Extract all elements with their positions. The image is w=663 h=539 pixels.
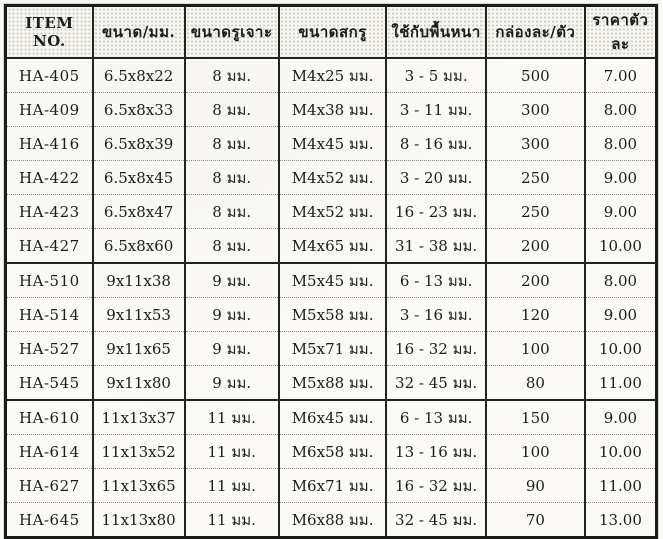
cell-item_no: HA-610 (6, 400, 93, 435)
cell-item_no: HA-510 (6, 263, 93, 298)
cell-drill_size: 8 มม. (185, 58, 279, 93)
cell-pcs_per_box: 250 (486, 161, 585, 195)
table-row-ha-405 (6, 58, 657, 93)
cell-size_mm: 6.5x8x33 (93, 93, 185, 127)
cell-price_each: 11.00 (585, 366, 657, 401)
cell-screw_size: M6x58 มม. (279, 435, 386, 469)
cell-size_mm: 9x11x65 (93, 332, 185, 366)
cell-wall_thickness: 16 - 32 มม. (386, 332, 486, 366)
column-header-item_no: ITEM NO. (6, 6, 93, 59)
cell-drill_size: 8 มม. (185, 195, 279, 229)
cell-size_mm: 6.5x8x45 (93, 161, 185, 195)
cell-size_mm: 11x13x65 (93, 469, 185, 503)
cell-size_mm: 11x13x52 (93, 435, 185, 469)
cell-pcs_per_box: 100 (486, 435, 585, 469)
cell-drill_size: 8 มม. (185, 127, 279, 161)
cell-price_each: 9.00 (585, 161, 657, 195)
cell-wall_thickness: 3 - 5 มม. (386, 58, 486, 93)
cell-drill_size: 11 มม. (185, 400, 279, 435)
cell-wall_thickness: 31 - 38 มม. (386, 229, 486, 264)
table-row-ha-545 (6, 366, 657, 401)
cell-wall_thickness: 13 - 16 มม. (386, 435, 486, 469)
cell-pcs_per_box: 300 (486, 127, 585, 161)
cell-screw_size: M6x71 มม. (279, 469, 386, 503)
cell-screw_size: M4x38 มม. (279, 93, 386, 127)
cell-size_mm: 6.5x8x39 (93, 127, 185, 161)
column-header-pcs_per_box: กล่องละ/ตัว (486, 6, 585, 59)
cell-drill_size: 8 มม. (185, 229, 279, 264)
cell-screw_size: M5x58 มม. (279, 298, 386, 332)
cell-wall_thickness: 6 - 13 มม. (386, 263, 486, 298)
cell-size_mm: 11x13x80 (93, 503, 185, 538)
column-header-screw_size: ขนาดสกรู (279, 6, 386, 59)
cell-wall_thickness: 6 - 13 มม. (386, 400, 486, 435)
cell-item_no: HA-545 (6, 366, 93, 401)
cell-price_each: 8.00 (585, 127, 657, 161)
cell-drill_size: 11 มม. (185, 503, 279, 538)
table-row-ha-527 (6, 332, 657, 366)
cell-item_no: HA-409 (6, 93, 93, 127)
column-header-size_mm: ขนาด/มม. (93, 6, 185, 59)
cell-price_each: 9.00 (585, 195, 657, 229)
cell-item_no: HA-645 (6, 503, 93, 538)
cell-wall_thickness: 16 - 32 มม. (386, 469, 486, 503)
cell-item_no: HA-514 (6, 298, 93, 332)
cell-pcs_per_box: 500 (486, 58, 585, 93)
cell-screw_size: M6x45 มม. (279, 400, 386, 435)
table-row-ha-423 (6, 195, 657, 229)
table-row-ha-610 (6, 400, 657, 435)
table-row-ha-614 (6, 435, 657, 469)
column-header-drill_size: ขนาดรูเจาะ (185, 6, 279, 59)
cell-screw_size: M4x65 มม. (279, 229, 386, 264)
cell-drill_size: 11 มม. (185, 435, 279, 469)
header-row (6, 6, 657, 59)
cell-price_each: 10.00 (585, 229, 657, 264)
cell-price_each: 8.00 (585, 93, 657, 127)
cell-price_each: 8.00 (585, 263, 657, 298)
cell-pcs_per_box: 120 (486, 298, 585, 332)
cell-wall_thickness: 32 - 45 มม. (386, 366, 486, 401)
cell-item_no: HA-423 (6, 195, 93, 229)
cell-size_mm: 6.5x8x47 (93, 195, 185, 229)
table-row-ha-409 (6, 93, 657, 127)
cell-price_each: 10.00 (585, 435, 657, 469)
cell-pcs_per_box: 250 (486, 195, 585, 229)
cell-item_no: HA-614 (6, 435, 93, 469)
cell-screw_size: M6x88 มม. (279, 503, 386, 538)
cell-drill_size: 9 มม. (185, 298, 279, 332)
cell-item_no: HA-416 (6, 127, 93, 161)
cell-screw_size: M5x45 มม. (279, 263, 386, 298)
cell-pcs_per_box: 80 (486, 366, 585, 401)
cell-size_mm: 6.5x8x60 (93, 229, 185, 264)
table-row-ha-416 (6, 127, 657, 161)
cell-size_mm: 6.5x8x22 (93, 58, 185, 93)
table-row-ha-645 (6, 503, 657, 538)
table-header (6, 6, 657, 59)
cell-drill_size: 9 มม. (185, 332, 279, 366)
cell-drill_size: 9 มม. (185, 366, 279, 401)
cell-price_each: 13.00 (585, 503, 657, 538)
table-row-ha-627 (6, 469, 657, 503)
table-body (6, 58, 657, 538)
cell-item_no: HA-405 (6, 58, 93, 93)
cell-pcs_per_box: 70 (486, 503, 585, 538)
cell-wall_thickness: 3 - 11 มม. (386, 93, 486, 127)
cell-drill_size: 8 มม. (185, 161, 279, 195)
table-row-ha-510 (6, 263, 657, 298)
cell-pcs_per_box: 300 (486, 93, 585, 127)
table-row-ha-427 (6, 229, 657, 264)
cell-price_each: 10.00 (585, 332, 657, 366)
cell-item_no: HA-627 (6, 469, 93, 503)
cell-pcs_per_box: 100 (486, 332, 585, 366)
column-header-wall_thickness: ใช้กับพื้นหนา (386, 6, 486, 59)
cell-size_mm: 11x13x37 (93, 400, 185, 435)
cell-item_no: HA-527 (6, 332, 93, 366)
cell-screw_size: M5x88 มม. (279, 366, 386, 401)
cell-size_mm: 9x11x80 (93, 366, 185, 401)
cell-drill_size: 8 มม. (185, 93, 279, 127)
cell-price_each: 9.00 (585, 298, 657, 332)
parts-price-table (4, 4, 658, 539)
cell-screw_size: M4x25 มม. (279, 58, 386, 93)
cell-wall_thickness: 3 - 20 มม. (386, 161, 486, 195)
cell-wall_thickness: 32 - 45 มม. (386, 503, 486, 538)
cell-pcs_per_box: 200 (486, 229, 585, 264)
cell-pcs_per_box: 200 (486, 263, 585, 298)
cell-size_mm: 9x11x38 (93, 263, 185, 298)
cell-pcs_per_box: 90 (486, 469, 585, 503)
cell-wall_thickness: 16 - 23 มม. (386, 195, 486, 229)
cell-pcs_per_box: 150 (486, 400, 585, 435)
cell-item_no: HA-422 (6, 161, 93, 195)
cell-drill_size: 9 มม. (185, 263, 279, 298)
cell-item_no: HA-427 (6, 229, 93, 264)
cell-price_each: 11.00 (585, 469, 657, 503)
table-row-ha-514 (6, 298, 657, 332)
cell-size_mm: 9x11x53 (93, 298, 185, 332)
cell-screw_size: M4x52 มม. (279, 195, 386, 229)
cell-wall_thickness: 3 - 16 มม. (386, 298, 486, 332)
table-row-ha-422 (6, 161, 657, 195)
cell-price_each: 9.00 (585, 400, 657, 435)
cell-price_each: 7.00 (585, 58, 657, 93)
column-header-price_each: ราคาตัวละ (585, 6, 657, 59)
cell-screw_size: M4x52 มม. (279, 161, 386, 195)
cell-screw_size: M4x45 มม. (279, 127, 386, 161)
cell-drill_size: 11 มม. (185, 469, 279, 503)
cell-screw_size: M5x71 มม. (279, 332, 386, 366)
cell-wall_thickness: 8 - 16 มม. (386, 127, 486, 161)
